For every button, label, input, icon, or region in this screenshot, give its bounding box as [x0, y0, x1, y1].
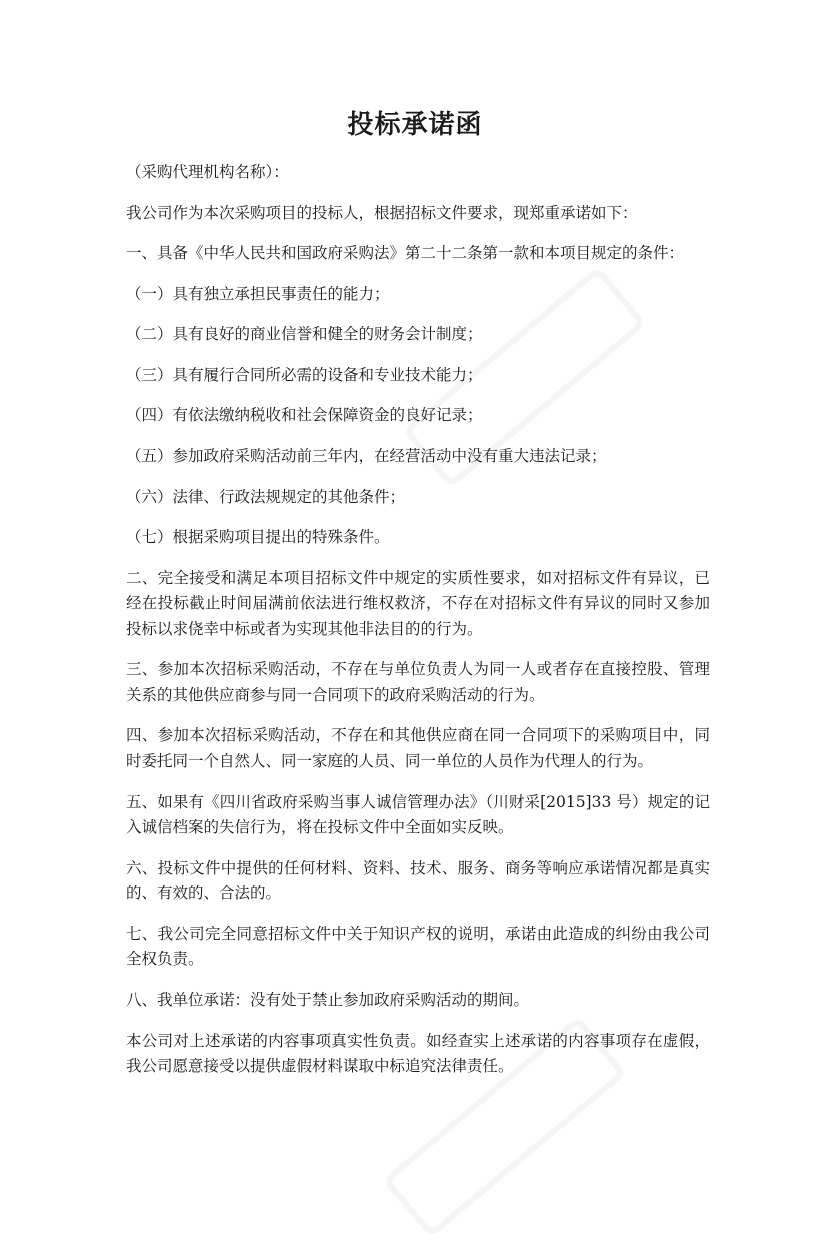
clause-7: 七、我公司完全同意招标文件中关于知识产权的说明，承诺由此造成的纠纷由我公司全权负责。 — [126, 924, 710, 969]
sub-item-6: （六）法律、行政法规规定的其他条件； — [126, 487, 406, 506]
page-title: 投标承诺函 — [347, 110, 483, 140]
closing-paragraph: 本公司对上述承诺的内容事项真实性负责。如经查实上述承诺的内容事项存在虚假，我公司愿意接受以提供虚假材料谋取中标追究法律责任。 — [126, 1031, 710, 1076]
clause-5: 五、如果有《四川省政府采购当事人诚信管理办法》（川财采[2015]33 号）规定的记入诚信档案的失信行为，将在投标文件中全面如实反映。 — [126, 792, 710, 837]
clause-2: 二、完全接受和满足本项目招标文件中规定的实质性要求，如对招标文件有异议，已经在投标截止时间届满前依法进行维权救济，不存在对招标文件有异议的同时又参加投标以求侥幸中标或者为实现其他非法目的的行为。 — [126, 568, 710, 638]
intro-paragraph: 我公司作为本次采购项目的投标人，根据招标文件要求，现郑重承诺如下： — [126, 203, 638, 222]
sub-item-1: （一）具有独立承担民事责任的能力； — [126, 284, 390, 303]
clause-6: 六、投标文件中提供的任何材料、资料、技术、服务、商务等响应承诺情况都是真实的、有效的、合法的。 — [126, 858, 710, 903]
sub-item-3: （三）具有履行合同所必需的设备和专业技术能力； — [126, 365, 483, 384]
clause-4: 四、参加本次招标采购活动，不存在和其他供应商在同一合同项下的采购项目中，同时委托同一个自然人、同一家庭的人员、同一单位的人员作为代理人的行为。 — [126, 726, 710, 770]
clause-1: 一、具备《中华人民共和国政府采购法》第二十二条第一款和本项目规定的条件： — [126, 244, 685, 263]
sub-item-7: （七）根据采购项目提出的特殊条件。 — [126, 528, 390, 547]
clause-3: 三、参加本次招标采购活动，不存在与单位负责人为同一人或者存在直接控股、管理关系的其他供应商参与同一合同项下的政府采购活动的行为。 — [126, 660, 710, 704]
sub-item-5: （五）参加政府采购活动前三年内，在经营活动中没有重大违法记录； — [126, 446, 607, 465]
clause-8: 八、我单位承诺：没有处于禁止参加政府采购活动的期间。 — [126, 990, 530, 1009]
sub-item-2: （二）具有良好的商业信誉和健全的财务会计制度； — [126, 325, 483, 344]
document-body — [126, 160, 710, 1095]
sub-item-4: （四）有依法缴纳税收和社会保障资金的良好记录； — [126, 406, 483, 425]
addressee: （采购代理机构名称）： — [126, 163, 289, 181]
